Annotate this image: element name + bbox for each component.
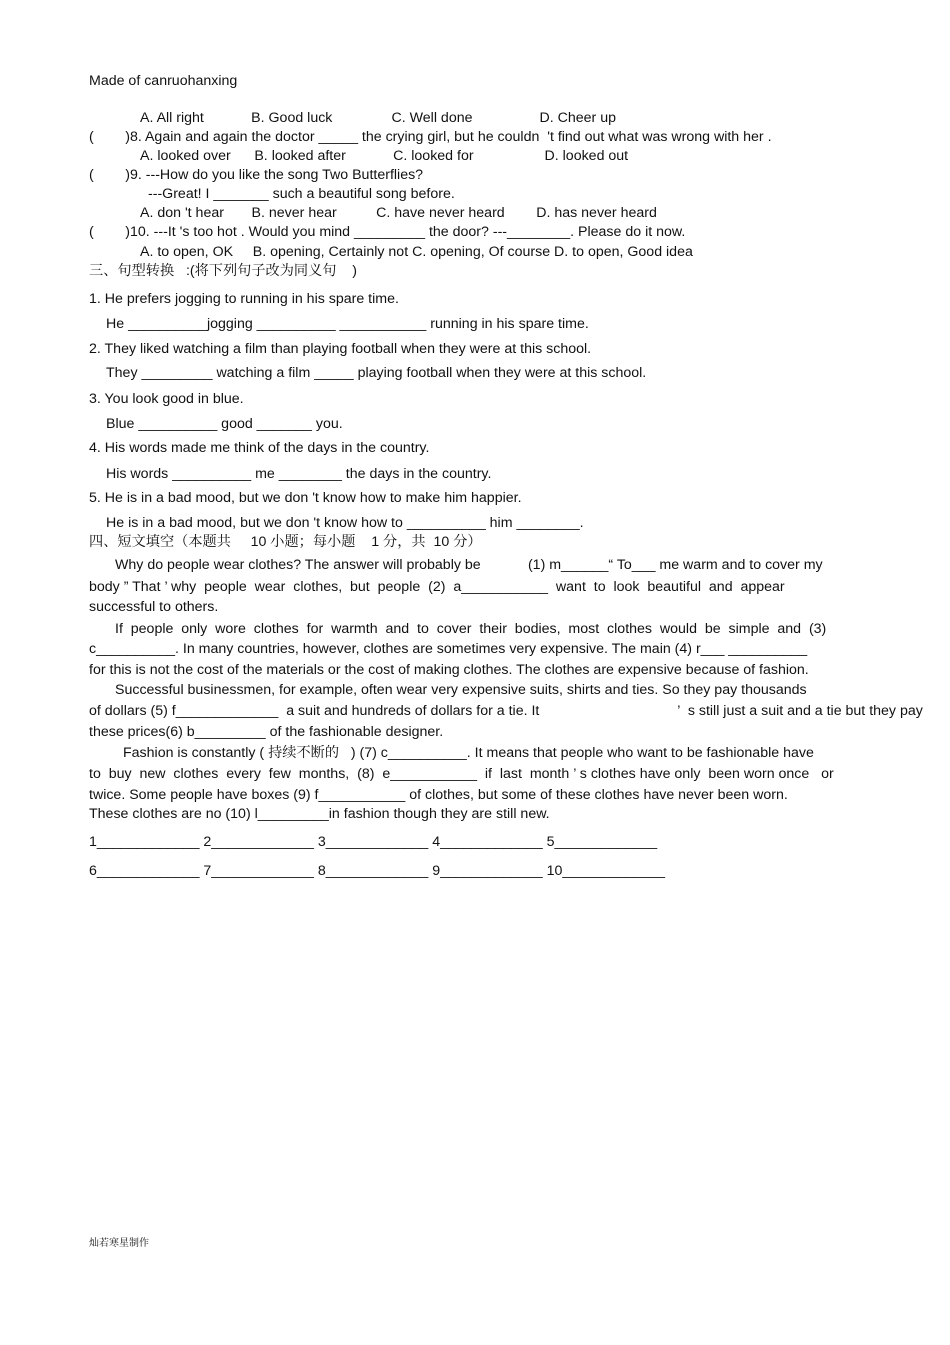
cloze-line: successful to others. (89, 599, 219, 615)
choice-line: A. looked over B. looked after C. looked for D. looked out (140, 148, 629, 164)
section-heading: 四、短文填空（本题共 10 小题；每小题 1 分，共 10 分） (89, 534, 482, 550)
choice-line: ( )8. Again and again the doctor _____ the crying girl, but he couldn 't find out what was wrong with her . (89, 129, 772, 145)
cloze-line: twice. Some people have boxes (9) f___________ of clothes, but some of these clothes have never been worn. (89, 787, 788, 803)
cloze-line: of dollars (5) f_____________ a suit and hundreds of dollars for a tie. It ’ s still just a suit and a tie but they pay (89, 703, 923, 719)
answer-row: 6_____________ 7_____________ 8_____________ 9_____________ 10_____________ (89, 863, 665, 879)
rewrite-answer: Blue __________ good _______ you. (106, 416, 343, 432)
choice-line: A. don 't hear B. never hear C. have never heard D. has never heard (140, 205, 657, 221)
rewrite-question: 5. He is in a bad mood, but we don 't know how to make him happier. (89, 490, 522, 506)
rewrite-answer: He is in a bad mood, but we don 't know how to __________ him ________. (106, 515, 584, 531)
rewrite-answer: He __________jogging __________ ___________ running in his spare time. (106, 316, 589, 332)
cloze-line: These clothes are no (10) l_________in fashion though they are still new. (89, 806, 550, 822)
choice-line: A. to open, OK B. opening, Certainly not C. opening, Of course D. to open, Good idea (140, 244, 693, 260)
page-footer: 灿若寒星制作 (89, 1238, 149, 1249)
choice-line: ( )9. ---How do you like the song Two Butterflies? (89, 167, 424, 183)
page-header: Made of canruohanxing (89, 73, 238, 89)
rewrite-answer: His words __________ me ________ the days in the country. (106, 466, 492, 482)
section-heading: 三、句型转换 :(将下列句子改为同义句 ) (89, 263, 357, 279)
cloze-line: If people only wore clothes for warmth and to cover their bodies, most clothes would be simple and (3) (115, 621, 827, 637)
choice-line: ---Great! I _______ such a beautiful song before. (148, 186, 455, 202)
answer-row: 1_____________ 2_____________ 3_____________ 4_____________ 5_____________ (89, 834, 658, 850)
rewrite-question: 2. They liked watching a film than playing football when they were at this school. (89, 341, 592, 357)
cloze-line: for this is not the cost of the materials or the cost of making clothes. The clothes are expensive because of fashion. (89, 662, 809, 678)
cloze-line: these prices(6) b_________ of the fashionable designer. (89, 724, 444, 740)
cloze-line: Successful businessmen, for example, often wear very expensive suits, shirts and ties. So they pay thousands (115, 682, 807, 698)
cloze-line: c__________. In many countries, however, clothes are sometimes very expensive. The main (4) r___ __________ (89, 641, 808, 657)
cloze-line: Fashion is constantly ( 持续不断的 ) (7) c__________. It means that people who want to be fashionable have (123, 745, 814, 761)
choice-line: ( )10. ---It 's too hot . Would you mind _________ the door? ---________. Please do it now. (89, 224, 686, 240)
rewrite-question: 3. You look good in blue. (89, 391, 244, 407)
rewrite-question: 1. He prefers jogging to running in his spare time. (89, 291, 399, 307)
rewrite-question: 4. His words made me think of the days in the country. (89, 440, 430, 456)
cloze-line: to buy new clothes every few months, (8) e___________ if last month ’ s clothes have only been worn once or (89, 766, 834, 782)
rewrite-answer: They _________ watching a film _____ playing football when they were at this school. (106, 365, 647, 381)
cloze-line: body ” That ’ why people wear clothes, but people (2) a___________ want to look beautiful and appear (89, 579, 785, 595)
choice-line: A. All right B. Good luck C. Well done D. Cheer up (140, 110, 616, 126)
cloze-line: Why do people wear clothes? The answer will probably be (1) m______“ To___ me warm and to cover my (115, 557, 823, 573)
